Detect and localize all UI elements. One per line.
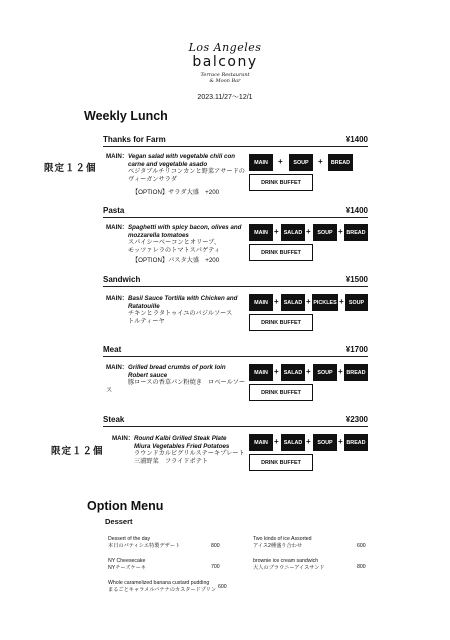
option-item-price: 600 — [357, 543, 366, 549]
course-header — [103, 345, 368, 354]
course-description — [106, 153, 246, 197]
desc-en-2: Miura Vegetables Fried Potatoes — [134, 442, 230, 450]
course-option: 【OPTION】パスタ大盛 +200 — [132, 257, 220, 265]
drink-buffet-box: DRINK BUFFET — [249, 384, 313, 401]
course-description — [106, 224, 246, 265]
plus-sign: + — [306, 297, 311, 306]
option-item-ice-assorted — [253, 536, 312, 550]
desc-en-2: Robert sauce — [128, 371, 168, 379]
drink-buffet-box: DRINK BUFFET — [249, 174, 313, 191]
chip-salad: SALAD — [281, 224, 305, 241]
chip-soup: SOUP — [313, 364, 337, 381]
chip-soup: SOUP — [345, 294, 368, 311]
limited-badge: 限定１２個 — [51, 446, 104, 457]
logo-text-balcony: balcony — [192, 54, 258, 70]
plus-sign: + — [338, 437, 343, 446]
logo-text-los-angeles: Los Angeles — [188, 41, 262, 54]
course-name: Meat — [103, 345, 122, 354]
option-item-jp: アイス2種盛り合わせ — [253, 542, 303, 549]
chip-bread: BREAD — [344, 224, 368, 241]
desc-jp-2: モッツァレラのトマトスパゲティ — [128, 246, 221, 254]
course-price: ¥1700 — [345, 345, 368, 354]
course-sandwich — [103, 275, 368, 287]
option-item-en: Dessert of the day — [108, 536, 151, 542]
chip-main: MAIN — [249, 364, 273, 381]
main-label: MAIN： — [106, 295, 128, 302]
course-header — [103, 135, 368, 144]
option-item-price: 600 — [218, 584, 227, 590]
chip-salad: SALAD — [281, 434, 305, 451]
desc-en-2: mozzarella tomatoes — [128, 231, 189, 239]
main-label: MAIN： — [106, 224, 128, 231]
desc-jp-1: ベジタブルチリコンカンと野菜アサードの — [128, 168, 245, 176]
course-thanks-for-farm — [103, 135, 368, 147]
plus-sign: + — [306, 437, 311, 446]
plus-sign: + — [274, 437, 279, 446]
course-header — [103, 275, 368, 284]
limited-badge: 限定１２個 — [44, 163, 97, 174]
chip-soup: SOUP — [289, 154, 313, 171]
option-menu-title: Option Menu — [87, 499, 164, 513]
drink-buffet-box: DRINK BUFFET — [249, 314, 313, 331]
desc-en-1: Round Kalbi Grilled Steak Plate — [134, 435, 227, 442]
option-item-en: Two kinds of ice Assorted — [253, 536, 312, 542]
plus-sign: + — [278, 157, 283, 166]
course-divider — [103, 356, 368, 357]
desc-en-1: Vegan salad with vegetable chili con — [128, 153, 236, 160]
course-option: 【OPTION】サラダ大盛 +200 — [132, 189, 220, 197]
course-name: Steak — [103, 415, 125, 424]
desc-jp-2: トルティーヤ — [128, 317, 165, 325]
option-item-ny-cheesecake — [108, 558, 146, 572]
main-label: MAIN： — [112, 435, 134, 442]
plus-sign: + — [274, 367, 279, 376]
option-item-jp: 大人のブラウニーアイスサンド — [253, 564, 325, 571]
course-pasta — [103, 206, 368, 218]
drink-buffet-box: DRINK BUFFET — [249, 454, 313, 471]
option-item-jp: NYチーズケーキ — [108, 564, 147, 571]
chip-salad: SALAD — [281, 364, 305, 381]
plus-sign: + — [274, 227, 279, 236]
desc-jp-2: 三浦野菜 フライドポテト — [134, 457, 209, 465]
logo-subtitle — [0, 72, 450, 84]
option-item-jp: 本日のパティシエ特製デザート — [108, 542, 181, 549]
option-item-dessert-of-the-day — [108, 536, 180, 550]
desc-en-1: Grilled bread crumbs of pork loin — [128, 364, 226, 371]
course-meat — [103, 345, 368, 357]
chip-bread: BREAD — [344, 364, 368, 381]
chip-soup: SOUP — [313, 224, 337, 241]
chip-bread: BREAD — [344, 434, 368, 451]
chip-salad: SALAD — [281, 294, 305, 311]
option-item-banana-pudding — [108, 580, 216, 594]
plus-sign: + — [274, 297, 279, 306]
main-label: MAIN： — [106, 364, 128, 371]
chip-main: MAIN — [249, 154, 273, 171]
course-header — [103, 415, 368, 424]
course-price: ¥2300 — [345, 415, 368, 424]
chip-soup: SOUP — [313, 434, 337, 451]
plus-sign: + — [338, 367, 343, 376]
chip-pickles: PICKLES — [312, 294, 338, 311]
option-item-price: 800 — [357, 564, 366, 570]
dessert-heading: Dessert — [105, 517, 133, 526]
course-name: Thanks for Farm — [103, 135, 166, 144]
main-label: MAIN： — [106, 153, 128, 160]
desc-en-2: carne and vegetable asado — [128, 160, 208, 168]
desc-en-1: Basil Sauce Tortilla with Chicken and — [128, 295, 238, 302]
desc-jp-1: ラウンドカルビグリルステーキプレート — [134, 450, 245, 458]
desc-jp-1: チキンとラタトゥイユのバジルソース — [128, 310, 233, 318]
course-price: ¥1500 — [345, 275, 368, 284]
course-name: Sandwich — [103, 275, 141, 284]
option-item-en: NY Cheesecake — [108, 558, 146, 564]
option-item-en: brownie ice cream sandwich — [253, 558, 319, 564]
option-item-price: 700 — [211, 564, 220, 570]
plus-sign: + — [306, 367, 311, 376]
course-divider — [103, 426, 368, 427]
course-description — [106, 295, 246, 325]
course-name: Pasta — [103, 206, 125, 215]
desc-jp-1: スパイシーベーコンとオリーブ、 — [128, 239, 221, 247]
course-description — [106, 364, 248, 394]
plus-sign: + — [306, 227, 311, 236]
chip-bread: BREAD — [328, 154, 353, 171]
course-steak — [103, 415, 368, 427]
logo-subtitle-line2: & Moon Bar — [209, 78, 241, 84]
desc-en-2: Ratatouille — [128, 302, 160, 310]
option-item-brownie-sandwich — [253, 558, 324, 572]
course-description — [112, 435, 252, 465]
chip-main: MAIN — [249, 434, 273, 451]
menu-date: 2023.11/27〜12/1 — [197, 94, 253, 101]
drink-buffet-box: DRINK BUFFET — [249, 244, 313, 261]
course-header — [103, 206, 368, 215]
course-price: ¥1400 — [345, 135, 368, 144]
course-divider — [103, 286, 368, 287]
desc-jp-2: ヴィーガンサラダ — [128, 175, 177, 183]
plus-sign: + — [339, 297, 344, 306]
course-divider — [103, 146, 368, 147]
desc-en-1: Spaghetti with spicy bacon, olives and — [128, 224, 242, 231]
chip-main: MAIN — [249, 224, 273, 241]
plus-sign: + — [338, 227, 343, 236]
weekly-lunch-title: Weekly Lunch — [84, 109, 168, 123]
course-divider — [103, 217, 368, 218]
plus-sign: + — [318, 157, 323, 166]
option-item-price: 800 — [211, 543, 220, 549]
option-item-en: Whole caramelized banana custard pudding — [108, 580, 210, 586]
option-item-jp: まるごとキャラメルバナナのカスタードプリン — [108, 586, 217, 593]
logo-subtitle-line1: Terrace Restaurant — [200, 72, 250, 78]
desc-jp-1: 豚ロースの香草パン粉焼き ロベールソース — [106, 379, 246, 394]
course-price: ¥1400 — [345, 206, 368, 215]
chip-main: MAIN — [249, 294, 273, 311]
